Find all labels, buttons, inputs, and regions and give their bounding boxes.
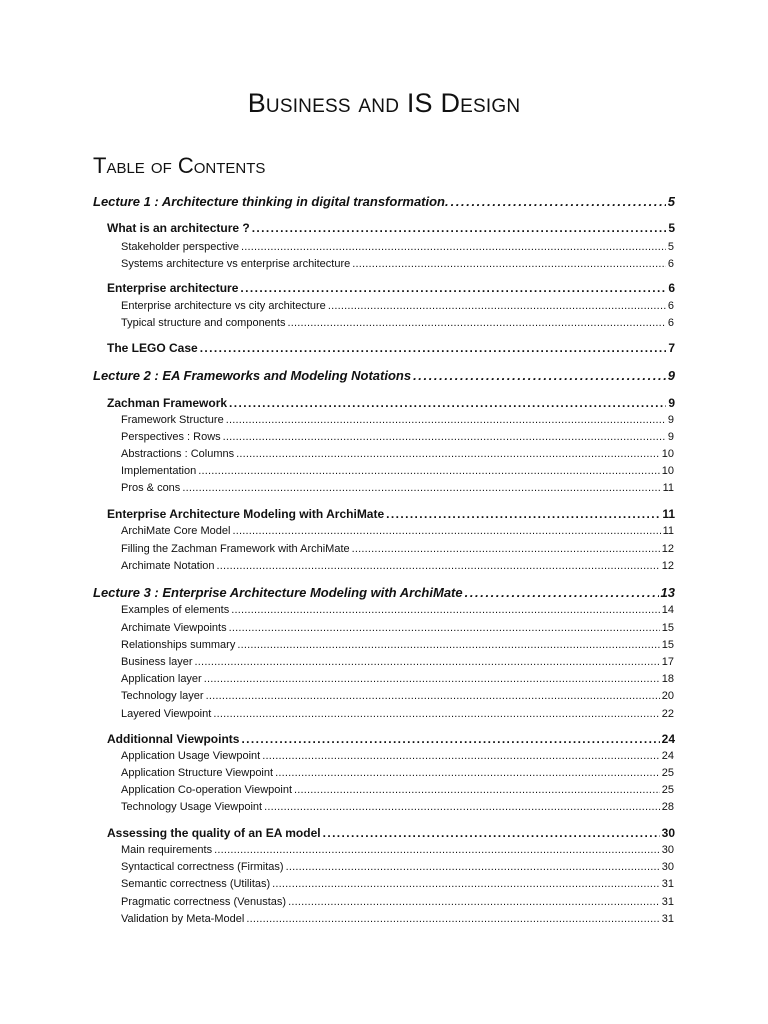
toc-entry-page-number: 28 [661,801,674,813]
toc-entry-title: Filling the Zachman Framework with ArchiMate [121,543,350,555]
toc-entry-level-2[interactable] [107,396,675,410]
toc-dot-leader [223,431,666,443]
toc-entry-title: Implementation [121,465,197,477]
toc-entry-page-number: 18 [661,673,674,685]
toc-entry-title: Business layer [121,656,193,668]
toc-entry-page-number: 10 [661,465,674,477]
toc-entry-page-number: 12 [661,560,674,572]
toc-entry-level-3[interactable] [121,622,674,634]
toc-dot-leader [323,826,660,840]
toc-entry-page-number: 6 [667,258,674,270]
toc-entry-level-3[interactable] [121,913,674,925]
toc-entry-page-number: 31 [661,878,674,890]
toc-entry-title: Lecture 1 : Architecture thinking in digital transformation. [93,194,449,209]
toc-entry-title: Lecture 3 : Enterprise Architecture Modeling with ArchiMate [93,585,463,600]
toc-entry-page-number: 31 [661,913,674,925]
toc-entry-level-3[interactable] [121,844,674,856]
toc-entry-level-2[interactable] [107,221,675,235]
toc-dot-leader [275,767,660,779]
toc-dot-leader [206,690,660,702]
toc-entry-level-1[interactable] [93,585,675,600]
toc-entry-page-number: 30 [661,844,674,856]
toc-entry-title: Zachman Framework [107,396,228,410]
toc-dot-leader [272,878,660,890]
toc-entry-page-number: 11 [662,507,675,521]
toc-entry-page-number: 22 [661,708,674,720]
toc-entry-title: Framework Structure [121,414,224,426]
toc-entry-title: Technology Usage Viewpoint [121,801,263,813]
toc-entry-page-number: 24 [661,750,674,762]
toc-entry-title: Abstractions : Columns [121,448,235,460]
toc-dot-leader [413,368,666,383]
toc-dot-leader [287,317,665,329]
toc-entry-title: Lecture 2 : EA Frameworks and Modeling Notations [93,368,412,383]
toc-entry-level-3[interactable] [121,690,674,702]
toc-entry-page-number: 9 [667,431,674,443]
toc-dot-leader [241,241,666,253]
toc-entry-level-1[interactable] [93,194,675,209]
toc-entry-title: Enterprise Architecture Modeling with ArchiMate [107,507,385,521]
toc-entry-level-3[interactable] [121,604,674,616]
toc-entry-level-2[interactable] [107,732,675,746]
toc-entry-level-3[interactable] [121,896,674,908]
toc-entry-level-3[interactable] [121,708,674,720]
toc-entry-level-3[interactable] [121,639,674,651]
toc-entry-title: Pros & cons [121,482,181,494]
toc-dot-leader [232,525,660,537]
toc-dot-leader [229,396,666,410]
toc-entry-level-3[interactable] [121,767,674,779]
toc-entry-title: What is an architecture ? [107,221,250,235]
toc-heading: Table of Contents [93,153,266,178]
toc-entry-page-number: 15 [661,622,674,634]
toc-entry-title: Main requirements [121,844,213,856]
toc-entry-title: Validation by Meta-Model [121,913,245,925]
toc-entry-title: Application Usage Viewpoint [121,750,261,762]
toc-entry-level-3[interactable] [121,656,674,668]
toc-entry-page-number: 11 [662,482,674,494]
toc-dot-leader [451,194,666,209]
toc-entry-level-3[interactable] [121,750,674,762]
toc-entry-title: Application Structure Viewpoint [121,767,274,779]
toc-entry-title: Semantic correctness (Utilitas) [121,878,271,890]
toc-entry-title: Systems architecture vs enterprise architecture [121,258,351,270]
toc-dot-leader [204,673,660,685]
toc-dot-leader [352,543,660,555]
toc-entry-page-number: 6 [668,281,675,295]
toc-dot-leader [236,448,660,460]
toc-entry-page-number: 9 [667,368,675,383]
toc-entry-title: Syntactical correctness (Firmitas) [121,861,284,873]
toc-dot-leader [328,300,666,312]
toc-entry-title: Application layer [121,673,202,685]
toc-dot-leader [465,585,659,600]
toc-dot-leader [195,656,660,668]
toc-entry-level-3[interactable] [121,560,674,572]
toc-entry-level-2[interactable] [107,826,675,840]
toc-entry-title: Pragmatic correctness (Venustas) [121,896,287,908]
toc-dot-leader [386,507,660,521]
toc-entry-level-3[interactable] [121,801,674,813]
toc-entry-title: Technology layer [121,690,204,702]
toc-dot-leader [237,639,659,651]
toc-entry-title: The LEGO Case [107,341,198,355]
toc-entry-level-3[interactable] [121,878,674,890]
toc-entry-level-3[interactable] [121,861,674,873]
toc-dot-leader [182,482,660,494]
toc-dot-leader [241,732,659,746]
toc-entry-page-number: 31 [661,896,674,908]
toc-entry-page-number: 13 [660,585,675,600]
toc-entry-page-number: 25 [661,767,674,779]
toc-dot-leader [217,560,660,572]
toc-entry-page-number: 5 [668,221,675,235]
toc-entry-page-number: 5 [667,194,675,209]
toc-dot-leader [286,861,660,873]
toc-entry-title: Enterprise architecture [107,281,239,295]
toc-entry-level-3[interactable] [121,317,674,329]
toc-dot-leader [352,258,666,270]
toc-entry-level-3[interactable] [121,525,674,537]
toc-dot-leader [252,221,667,235]
toc-dot-leader [229,622,660,634]
toc-entry-title: Stakeholder perspective [121,241,240,253]
toc-entry-page-number: 17 [661,656,674,668]
toc-entry-title: Layered Viewpoint [121,708,212,720]
toc-dot-leader [231,604,660,616]
toc-entry-level-3[interactable] [121,673,674,685]
toc-dot-leader [246,913,659,925]
toc-dot-leader [294,784,660,796]
toc-entry-page-number: 30 [661,861,674,873]
toc-entry-level-3[interactable] [121,241,674,253]
toc-entry-title: Archimate Viewpoints [121,622,227,634]
toc-entry-level-2[interactable] [107,281,675,295]
toc-entry-level-2[interactable] [107,341,675,355]
toc-entry-page-number: 24 [661,732,675,746]
toc-entry-page-number: 5 [667,241,674,253]
toc-entry-title: Assessing the quality of an EA model [107,826,321,840]
toc-entry-level-3[interactable] [121,784,674,796]
toc-dot-leader [288,896,660,908]
toc-entry-title: Additionnal Viewpoints [107,732,240,746]
toc-entry-level-3[interactable] [121,482,674,494]
toc-entry-title: Application Co-operation Viewpoint [121,784,293,796]
toc-entry-page-number: 6 [667,317,674,329]
toc-entry-level-3[interactable] [121,300,674,312]
toc-entry-page-number: 6 [667,300,674,312]
toc-dot-leader [200,341,667,355]
toc-dot-leader [213,708,659,720]
toc-entry-level-3[interactable] [121,543,674,555]
toc-entry-level-3[interactable] [121,465,674,477]
toc-entry-level-3[interactable] [121,414,674,426]
toc-entry-level-1[interactable] [93,368,675,383]
toc-entry-page-number: 30 [661,826,675,840]
toc-entry-page-number: 10 [661,448,674,460]
toc-entry-level-3[interactable] [121,448,674,460]
toc-entry-page-number: 25 [661,784,674,796]
toc-dot-leader [214,844,660,856]
toc-entry-title: ArchiMate Core Model [121,525,231,537]
toc-entry-title: Enterprise architecture vs city architecture [121,300,326,312]
toc-entry-level-3[interactable] [121,431,674,443]
toc-entry-level-2[interactable] [107,507,675,521]
toc-entry-title: Archimate Notation [121,560,215,572]
toc-dot-leader [264,801,660,813]
document-title: Business and IS Design [247,88,521,118]
toc-entry-title: Relationships summary [121,639,236,651]
toc-entry-level-3[interactable] [121,258,674,270]
toc-dot-leader [240,281,666,295]
toc-entry-title: Perspectives : Rows [121,431,221,443]
toc-entry-page-number: 9 [668,396,675,410]
toc-entry-page-number: 14 [661,604,674,616]
toc-entry-page-number: 12 [661,543,674,555]
toc-dot-leader [262,750,660,762]
toc-dot-leader [226,414,666,426]
toc-entry-title: Examples of elements [121,604,230,616]
toc-entry-page-number: 15 [661,639,674,651]
toc-entry-page-number: 20 [661,690,674,702]
toc-entry-page-number: 7 [668,341,675,355]
toc-entry-page-number: 9 [667,414,674,426]
toc-entry-page-number: 11 [662,525,674,537]
toc-dot-leader [198,465,660,477]
toc-entry-title: Typical structure and components [121,317,286,329]
